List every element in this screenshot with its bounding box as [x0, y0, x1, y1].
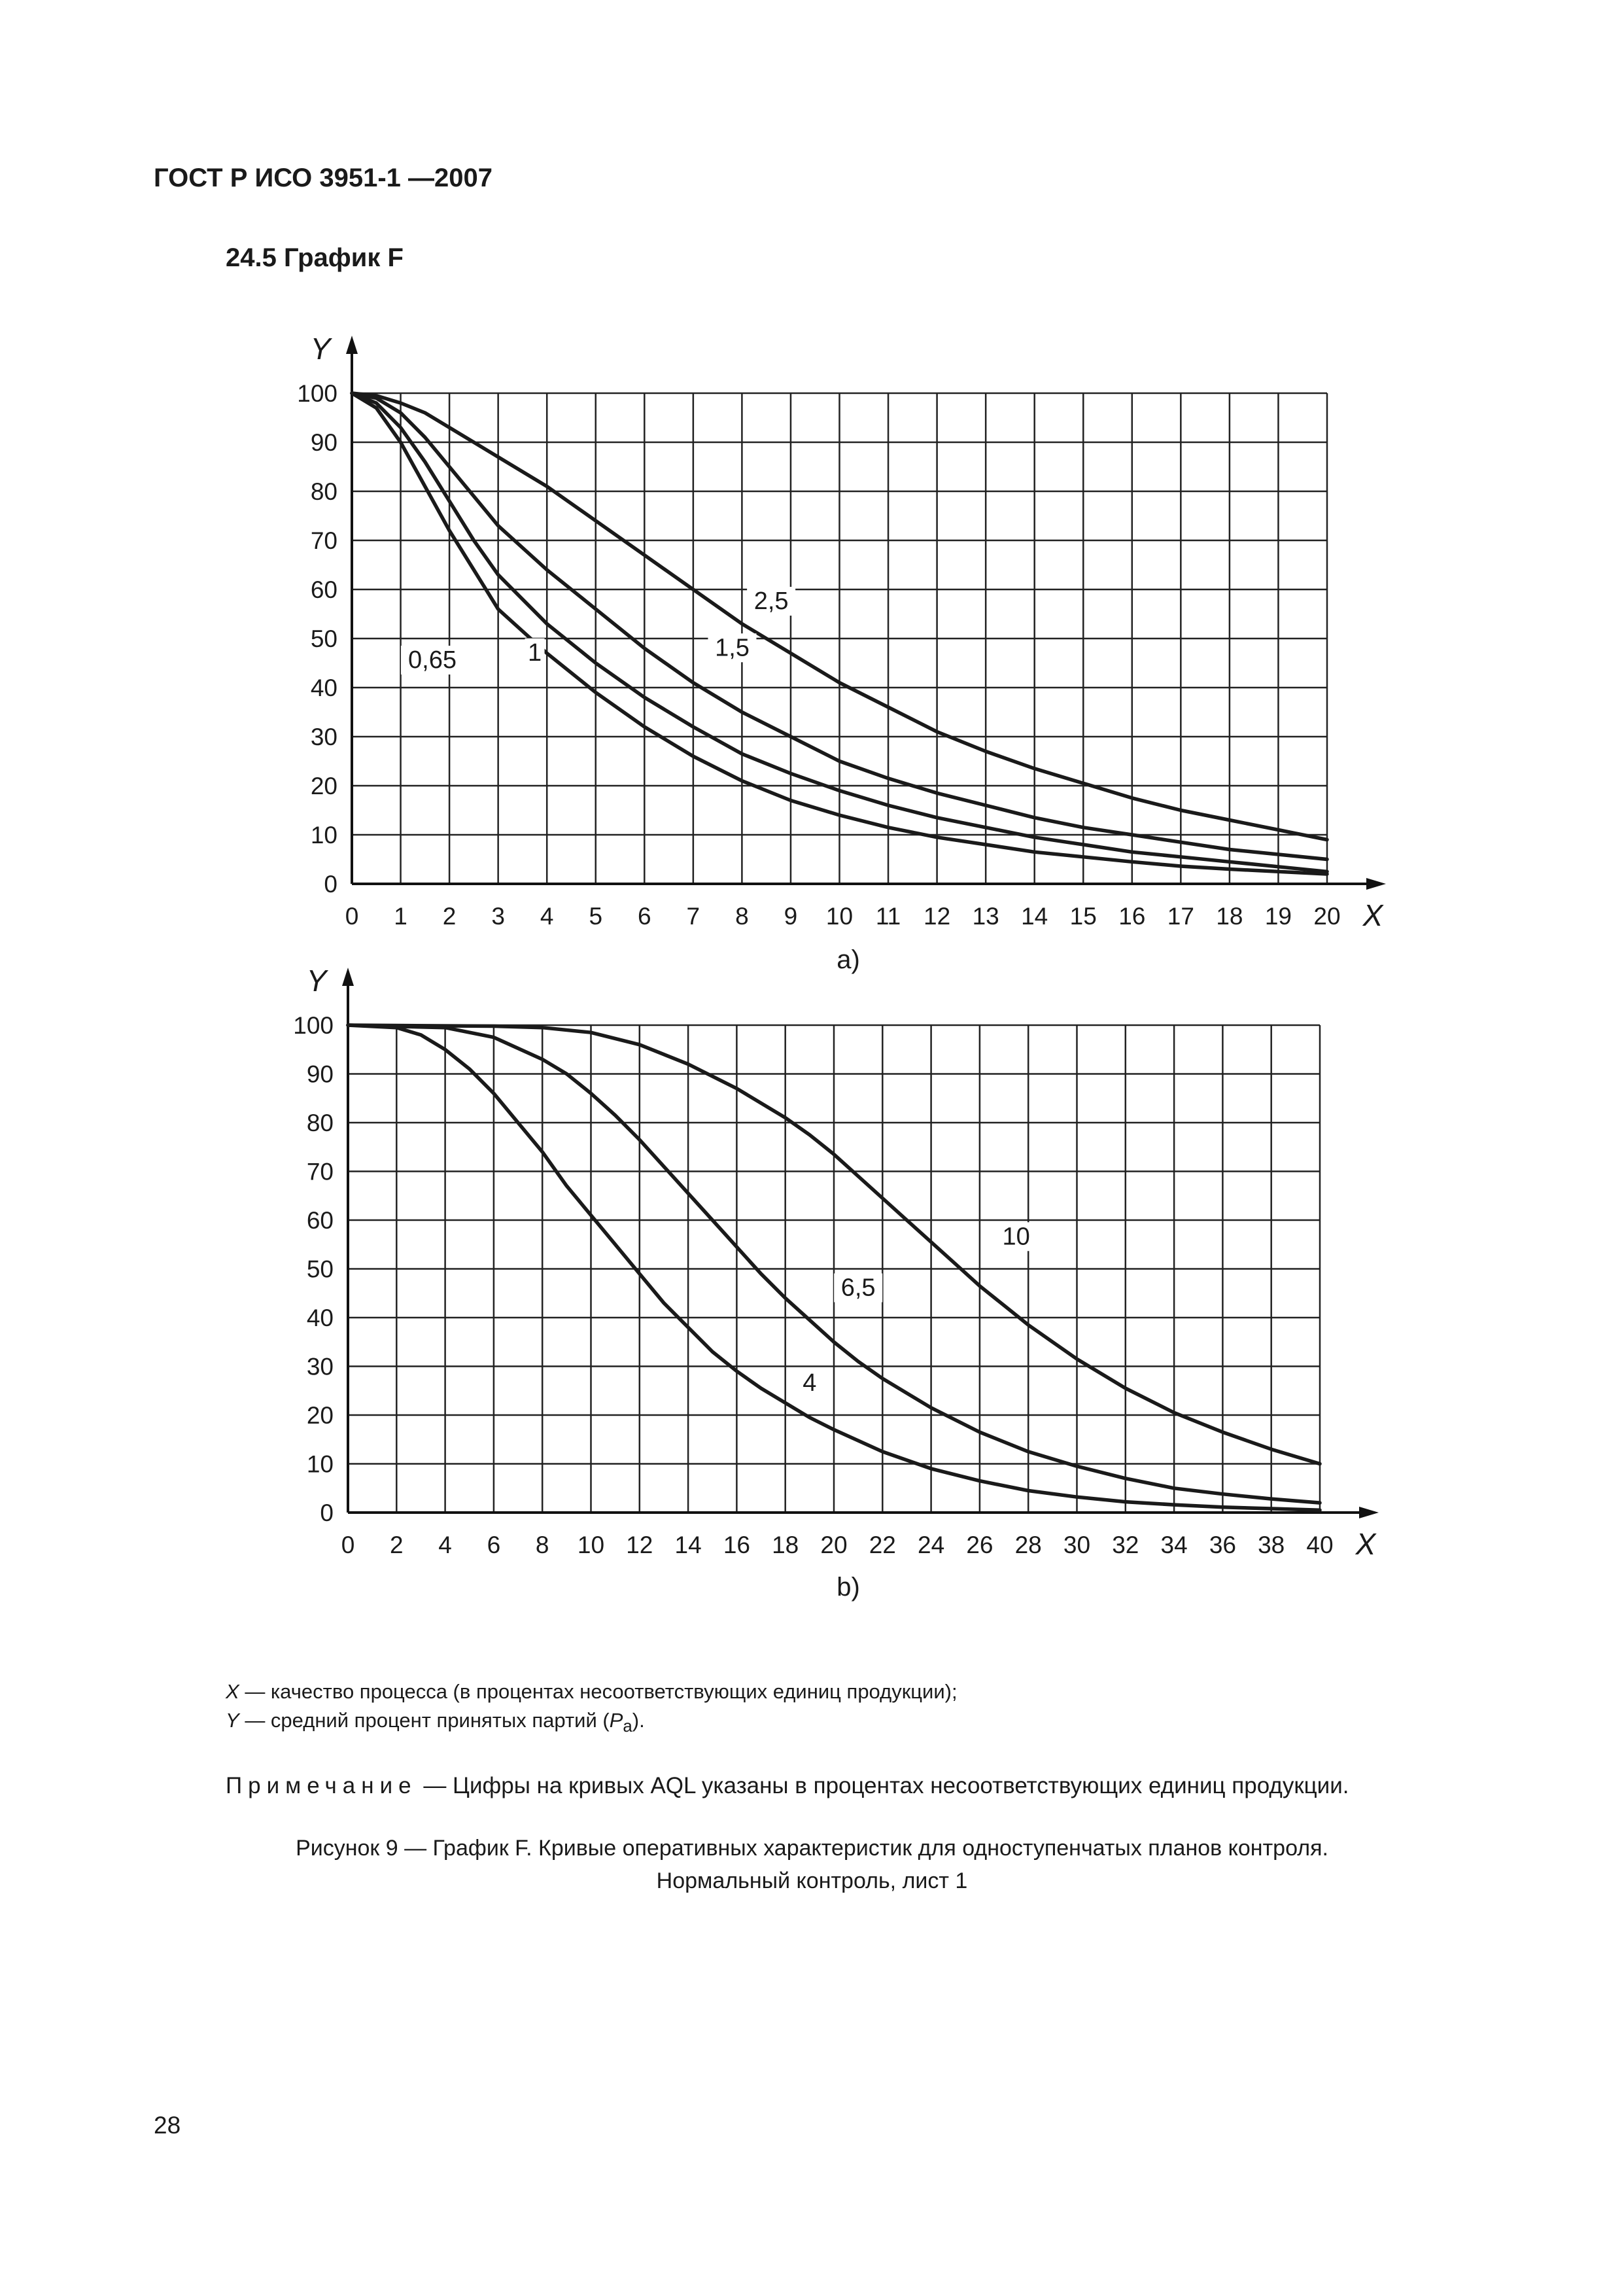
y-axis-arrow: [342, 968, 354, 986]
y-tick-label: 70: [306, 1158, 334, 1185]
x-tick-label: 20: [820, 1532, 848, 1558]
x-axis-title: X: [1355, 1527, 1376, 1561]
y-tick-label: 20: [310, 773, 337, 799]
caption-line-1: Рисунок 9 — График F. Кривые оперативных характеристик для одноступенчатых планов контроля.: [296, 1836, 1328, 1861]
x-tick-label: 17: [1167, 903, 1194, 930]
figure-caption: [0, 1832, 1624, 1897]
x-tick-label: 16: [1118, 903, 1146, 930]
y-tick-label: 0: [324, 871, 337, 898]
y-tick-label: 20: [306, 1402, 334, 1429]
section-title: 24.5 График F: [226, 243, 404, 272]
legend-y-text: — средний процент принятых партий (: [245, 1709, 610, 1732]
y-tick-label: 100: [297, 380, 337, 407]
y-tick-label: 80: [306, 1110, 334, 1136]
legend-y-symbol: Y: [226, 1709, 239, 1732]
x-axis-title: X: [1362, 898, 1383, 932]
x-tick-label: 4: [438, 1532, 452, 1558]
legend-x-text: — качество процесса (в процентах несоответствующих единиц продукции);: [245, 1680, 958, 1703]
curve-label: 10: [1002, 1223, 1030, 1251]
y-tick-label: 60: [310, 576, 337, 603]
legend-y-param: P: [609, 1709, 623, 1732]
y-tick-label: 40: [310, 674, 337, 701]
curve-label: 4: [803, 1369, 817, 1397]
x-tick-label: 1: [394, 903, 407, 930]
x-tick-label: 11: [875, 903, 901, 930]
x-axis-arrow: [1359, 1507, 1379, 1518]
x-tick-label: 16: [723, 1532, 750, 1558]
note: [226, 1773, 1349, 1799]
x-tick-label: 2: [442, 903, 457, 930]
x-tick-label: 34: [1160, 1532, 1188, 1558]
x-tick-label: 13: [972, 903, 999, 930]
x-tick-label: 7: [686, 903, 700, 930]
x-tick-label: 15: [1069, 903, 1097, 930]
legend-x-symbol: X: [226, 1680, 239, 1703]
x-tick-label: 12: [924, 903, 951, 930]
x-tick-label: 30: [1063, 1532, 1091, 1558]
document-header: ГОСТ Р ИСО 3951-1 —2007: [154, 164, 493, 192]
legend-y-text-end: ).: [632, 1709, 645, 1732]
y-tick-label: 50: [306, 1255, 334, 1283]
y-tick-label: 90: [310, 429, 337, 456]
y-tick-label: 60: [306, 1207, 334, 1234]
x-tick-label: 20: [1313, 903, 1341, 930]
legend-x: [226, 1680, 958, 1704]
x-tick-label: 26: [966, 1532, 993, 1558]
y-tick-label: 90: [306, 1060, 334, 1088]
y-axis-arrow: [346, 336, 358, 354]
x-tick-label: 14: [1021, 903, 1048, 930]
x-tick-label: 40: [1306, 1532, 1334, 1558]
note-prefix: Примечание: [226, 1773, 417, 1798]
x-tick-label: 38: [1258, 1532, 1285, 1558]
x-tick-label: 3: [491, 903, 505, 930]
x-tick-label: 32: [1112, 1532, 1139, 1558]
y-tick-label: 30: [310, 724, 337, 750]
y-tick-label: 30: [306, 1353, 334, 1380]
x-tick-label: 18: [1216, 903, 1243, 930]
y-tick-label: 0: [320, 1499, 334, 1526]
chart-a: [297, 332, 1386, 974]
x-tick-label: 18: [772, 1532, 799, 1558]
x-axis-arrow: [1366, 878, 1386, 890]
x-tick-label: 12: [626, 1532, 653, 1558]
x-tick-label: 10: [577, 1532, 605, 1558]
y-tick-label: 50: [310, 625, 337, 652]
x-tick-label: 0: [341, 1532, 355, 1558]
note-text: — Цифры на кривых AQL указаны в процентах несоответствующих единиц продукции.: [423, 1773, 1349, 1798]
x-tick-label: 22: [869, 1532, 896, 1558]
y-tick-label: 10: [306, 1450, 334, 1478]
curve-label: 1: [527, 639, 542, 667]
x-tick-label: 8: [735, 903, 749, 930]
x-tick-label: 4: [540, 903, 554, 930]
y-tick-label: 80: [310, 478, 337, 505]
x-tick-label: 6: [487, 1532, 501, 1558]
x-tick-label: 8: [535, 1532, 549, 1558]
legend-y: [226, 1709, 645, 1736]
x-tick-label: 2: [390, 1532, 404, 1558]
curve-label: 0,65: [408, 646, 457, 674]
x-tick-label: 9: [784, 903, 798, 930]
panel-label: b): [837, 1573, 860, 1602]
y-axis-title: Y: [310, 332, 331, 366]
x-tick-label: 5: [589, 903, 603, 930]
curve-label: 1,5: [715, 634, 750, 662]
y-tick-label: 100: [293, 1012, 334, 1039]
panel-label: a): [837, 945, 860, 974]
x-tick-label: 24: [918, 1532, 945, 1558]
x-tick-label: 14: [674, 1532, 702, 1558]
page-number: 28: [154, 2112, 181, 2139]
x-tick-label: 6: [638, 903, 651, 930]
x-tick-label: 36: [1209, 1532, 1236, 1558]
curve-label: 2,5: [753, 587, 789, 615]
y-tick-label: 40: [306, 1305, 334, 1331]
curve-label: 6,5: [840, 1274, 876, 1302]
legend-y-param-sub: a: [623, 1717, 632, 1736]
y-axis-title: Y: [306, 964, 327, 998]
x-tick-label: 0: [345, 903, 359, 930]
caption-line-2: Нормальный контроль, лист 1: [656, 1868, 968, 1893]
x-tick-label: 10: [825, 903, 854, 930]
y-tick-label: 70: [310, 527, 337, 554]
chart-b: [293, 964, 1379, 1602]
x-tick-label: 28: [1014, 1532, 1042, 1558]
x-tick-label: 19: [1264, 903, 1292, 930]
y-tick-label: 10: [310, 822, 337, 849]
